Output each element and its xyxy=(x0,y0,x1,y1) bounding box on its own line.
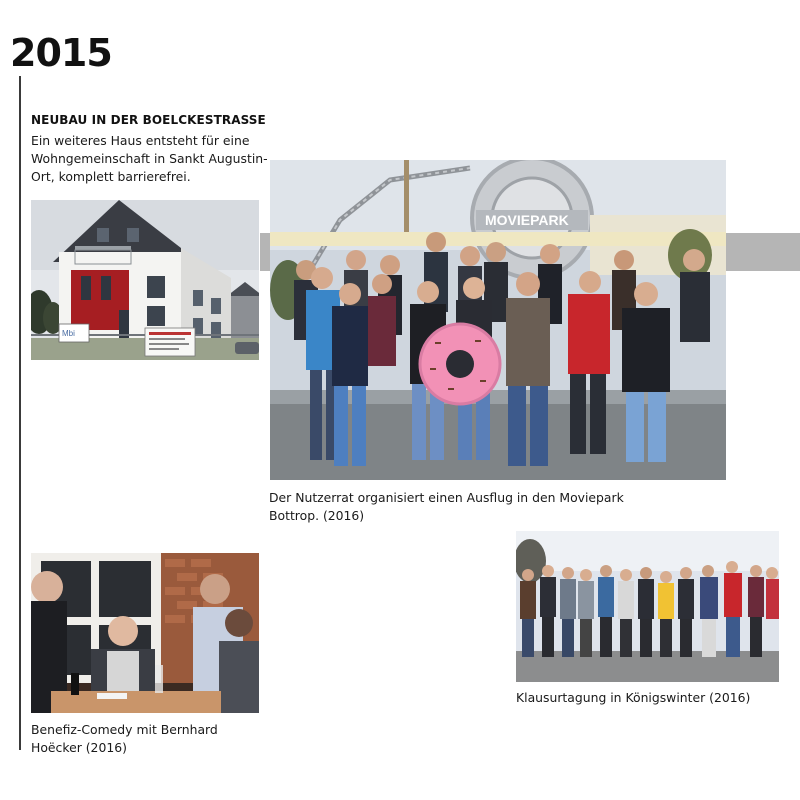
house-sign-text: Mbi xyxy=(62,329,75,338)
moviepark-group-photo xyxy=(270,160,726,480)
klausur-caption: Klausurtagung in Königswinter (2016) xyxy=(516,690,751,705)
timeline-line xyxy=(19,76,21,750)
section-text: Ein weiteres Haus entsteht für eine Wohngemeinschaft in Sankt Augustin-Ort, komplett barrierefrei. xyxy=(31,133,268,184)
section-heading: NEUBAU IN DER BOELCKESTRASSE xyxy=(31,113,266,127)
year-heading: 2015 xyxy=(10,31,112,75)
decorative-band-right xyxy=(725,233,800,271)
moviepark-sign-text: MOVIEPARK xyxy=(485,212,569,228)
comedy-photo xyxy=(31,553,259,713)
moviepark-caption: Der Nutzerrat organisiert einen Ausflug in den Moviepark Bottrop. (2016) xyxy=(269,490,624,523)
klausur-group-photo xyxy=(516,531,779,682)
comedy-caption: Benefiz-Comedy mit Bernhard Hoëcker (2016) xyxy=(31,722,218,755)
house-photo xyxy=(31,200,259,360)
